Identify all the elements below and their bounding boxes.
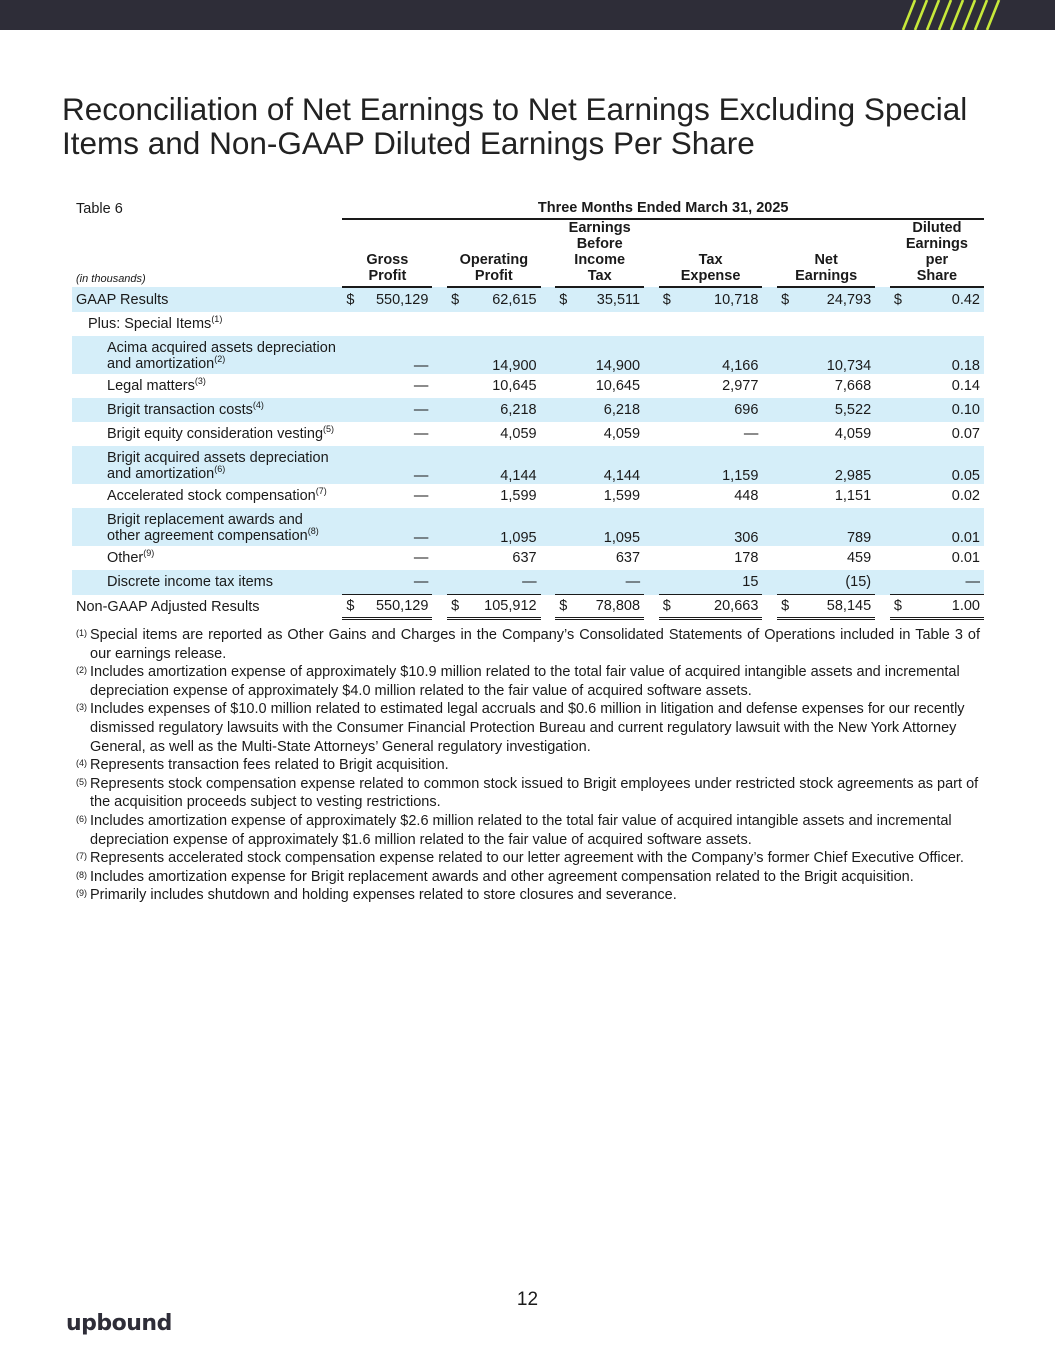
cell-value: 4,059: [834, 426, 872, 442]
footnote: (9) Primarily includes shutdown and holding expenses related to store closures and severance.: [76, 887, 677, 904]
col-header: Diluted Earnings per Share: [890, 219, 984, 287]
row-label: GAAP Results: [72, 287, 342, 312]
cell-value: 7,668: [834, 378, 872, 394]
cell-value: 0.07: [951, 426, 980, 442]
footnote: (1) Special items are reported as Other Gains and Charges in the Company’s Consolidated Statements of Operations included in Table 3 of our earnings release.: [76, 627, 980, 662]
upbound-logo: upbound: [66, 1311, 172, 1336]
table-row: [72, 398, 984, 422]
col-header: Operating Profit: [447, 219, 541, 287]
cell-value: 1,151: [834, 488, 872, 504]
cell-value: 459: [846, 550, 872, 566]
footnote: (6) Includes amortization expense of approximately $2.6 million related to the total fair value of acquired intangible assets and incremental depreciation expense of approximately $1.6 million related to the fair value of acquired software assets.: [76, 812, 952, 848]
row-label: Brigit equity consideration vesting$^{(5)}$: [107, 424, 335, 442]
col-header: Net Earnings: [777, 219, 875, 287]
footnotes: [76, 626, 980, 905]
footnote: (7) Represents accelerated stock compensation expense related to our letter agreement with the Company’s former Chief Executive Officer.: [76, 850, 964, 867]
cell-value: 1,095: [569, 508, 644, 546]
cell-value: 0.14: [951, 378, 980, 394]
table-row: [72, 422, 984, 446]
cell-value: —: [413, 378, 429, 394]
cell-value: —: [356, 508, 433, 546]
cell-value: 0.02: [951, 488, 980, 504]
cell-value: 0.18: [904, 336, 984, 374]
row-label: Brigit transaction costs$^{(4)}$: [72, 398, 342, 422]
cell-value: 6,218: [461, 398, 541, 422]
cell-value: —: [413, 550, 429, 566]
col-header: Earnings Before Income Tax: [555, 219, 644, 287]
cell-value: 14,900: [461, 336, 541, 374]
cell-value: 10,645: [595, 378, 641, 394]
table-row: [72, 374, 984, 398]
table-row: [72, 546, 984, 570]
table-row: [72, 484, 984, 508]
cell-value: —: [356, 570, 433, 595]
cell-value: 14,900: [569, 336, 644, 374]
cell-value: 637: [615, 550, 641, 566]
cell-value: 1,599: [603, 488, 641, 504]
cell-value: 789: [791, 508, 875, 546]
cell-value: 1,599: [500, 488, 537, 504]
accent-stripes-icon: [895, 0, 1005, 30]
row-label: Other$^{(9)}$: [107, 548, 155, 566]
footnote: (5) Represents stock compensation expense related to common stock issued to Brigit employees under restricted stock agreements as part of the acquisition proceeds subject to vesting restrictions.: [76, 775, 979, 811]
cell-value: 4,059: [500, 426, 537, 442]
cell-value: —: [904, 570, 984, 595]
cell-value: 2,977: [722, 378, 759, 394]
cell-value: 6,218: [569, 398, 644, 422]
cell-value: 0.05: [904, 446, 984, 484]
cell-value: 1,159: [674, 446, 763, 484]
cell-value: 4,144: [569, 446, 644, 484]
cell-value: 637: [512, 550, 537, 566]
footnote: (8) Includes amortization expense for Brigit replacement awards and other agreement compensation related to the Brigit acquisition.: [76, 868, 914, 885]
table-label: Table 6: [76, 200, 123, 217]
header-bar: [0, 0, 1055, 30]
page-title: Reconciliation of Net Earnings to Net Earnings Excluding Special Items and Non-GAAP Diluted Earnings Per Share: [62, 91, 968, 161]
column-headers: [72, 219, 984, 287]
row-label: Plus: Special Items$^{(1)}$: [88, 314, 223, 332]
table-row: [72, 570, 984, 595]
cell-value: 178: [734, 550, 759, 566]
cell-value: 0.10: [904, 398, 984, 422]
col-header: Gross Profit: [342, 219, 432, 287]
cell-value: —: [356, 446, 433, 484]
cell-value: 10,734: [791, 336, 875, 374]
row-label: Brigit acquired assets depreciation and amortization$^{(6)}$: [72, 446, 342, 484]
cell-value: 5,522: [791, 398, 875, 422]
cell-value: 4,144: [461, 446, 541, 484]
cell-value: —: [743, 426, 759, 442]
row-label: Discrete income tax items: [72, 570, 342, 595]
period-header: Three Months Ended March 31, 2025: [342, 198, 984, 219]
cell-value: 15: [674, 570, 763, 595]
cell-value: —: [356, 398, 433, 422]
table-row: [72, 312, 984, 336]
table-row: [72, 446, 984, 484]
cell-value: —: [413, 488, 429, 504]
table-row: [72, 508, 984, 546]
row-label: Acima acquired assets depreciation and amortization$^{(2)}$: [72, 336, 342, 374]
row-label: Non-GAAP Adjusted Results: [76, 598, 260, 615]
row-label: Brigit replacement awards and other agreement compensation$^{(8)}$: [72, 508, 342, 546]
footnote: (2) Includes amortization expense of approximately $10.9 million related to the total fair value of acquired intangible assets and incremental depreciation expense of approximately $4.0 million related to the fair value of acquired software assets.: [76, 664, 960, 699]
cell-value: 0.01: [951, 550, 980, 566]
cell-value: 2,985: [791, 446, 875, 484]
cell-value: —: [569, 570, 644, 595]
cell-value: 1,095: [461, 508, 541, 546]
cell-value: —: [413, 426, 429, 442]
footnote: (3) Includes expenses of $10.0 million related to estimated legal accruals and $0.6 million in litigation and defense expenses for our recently dismissed regulatory lawsuits with the Consumer Financial Protection Bureau and current regulatory lawsuit with the New York Attorney General, as well as the Multi-State Attorneys’ General regulatory investigation.: [76, 701, 965, 755]
page-number: 12: [516, 1289, 539, 1310]
cell-value: 4,166: [674, 336, 763, 374]
table-row: GAAP Results $ 550,129 $ 62,615 $ 35,511 $ 10,718 $ 24,793 $ 0.42: [72, 287, 984, 312]
footnote: (4) Represents transaction fees related to Brigit acquisition.: [76, 757, 449, 774]
cell-value: 306: [674, 508, 763, 546]
table-row: Non-GAAP Adjusted Results $ 550,129 $ 105,912 $ 78,808 $ 20,663 $ 58,145 $ 1.00: [72, 595, 984, 619]
units-label: (in thousands): [76, 273, 146, 285]
cell-value: 0.01: [904, 508, 984, 546]
cell-value: (15): [791, 570, 875, 595]
reconciliation-table: [72, 198, 984, 620]
cell-value: 10,645: [492, 378, 537, 394]
table-row: [72, 336, 984, 374]
cell-value: —: [461, 570, 541, 595]
cell-value: 696: [674, 398, 763, 422]
row-label: Legal matters$^{(3)}$: [107, 376, 206, 394]
col-header: Tax Expense: [659, 219, 763, 287]
row-label: Accelerated stock compensation$^{(7)}$: [107, 486, 327, 504]
cell-value: —: [356, 336, 433, 374]
cell-value: 4,059: [603, 426, 641, 442]
cell-value: 448: [734, 488, 759, 504]
